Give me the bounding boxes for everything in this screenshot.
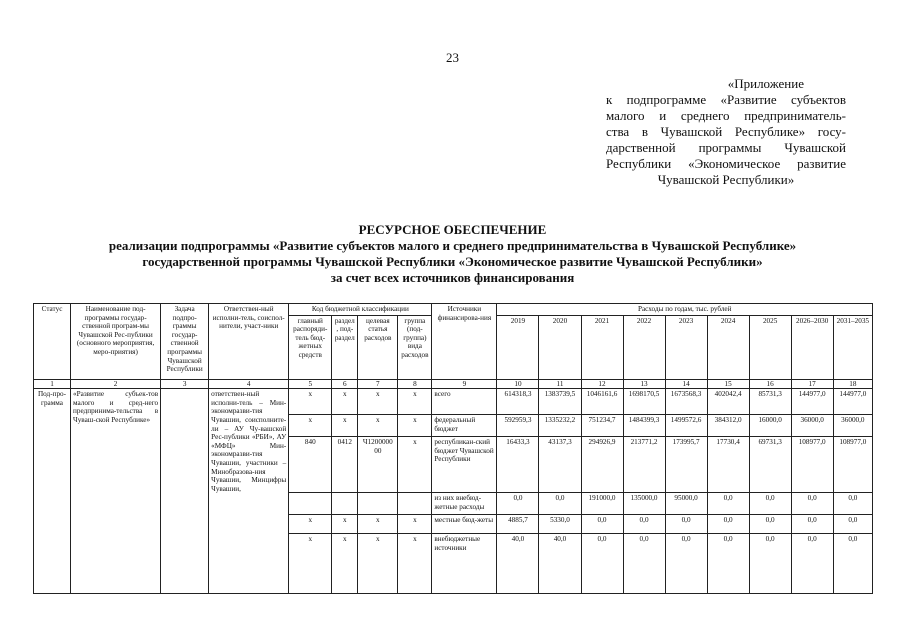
- table-row: [34, 389, 873, 415]
- value-cell: 69731,3: [749, 437, 791, 493]
- header-row: [34, 304, 873, 316]
- value-cell: 85731,3: [749, 389, 791, 415]
- column-numbers-row: [34, 379, 873, 389]
- header-status: Статус: [34, 304, 71, 380]
- budget-code-cell: [289, 493, 332, 515]
- page-number: 23: [446, 50, 459, 65]
- header-year: 2020: [539, 315, 581, 379]
- value-cell: 191000,0: [581, 493, 623, 515]
- header-expense-group: группа (под-группа) вида расходов: [398, 315, 432, 379]
- budget-code-cell: Ч1200000 00: [358, 437, 398, 493]
- value-cell: 1484399,3: [623, 415, 665, 437]
- value-cell: 0,0: [791, 534, 833, 594]
- budget-code-cell: x: [358, 515, 398, 534]
- header-year: 2019: [497, 315, 539, 379]
- value-cell: 0,0: [539, 493, 581, 515]
- budget-code-cell: x: [332, 389, 358, 415]
- budget-code-cell: x: [289, 389, 332, 415]
- header-section: раздел, под-раздел: [332, 315, 358, 379]
- resource-table: [33, 303, 873, 594]
- value-cell: 0,0: [707, 534, 749, 594]
- column-number: 16: [749, 379, 791, 389]
- name-cell: «Развитие субъек-тов малого и сред-него предпринима-тельства в Чуваш-ской Республике»: [71, 389, 161, 594]
- value-cell: 40,0: [539, 534, 581, 594]
- column-number: 15: [707, 379, 749, 389]
- value-cell: 0,0: [665, 534, 707, 594]
- value-cell: 1499572,6: [665, 415, 707, 437]
- column-number: 6: [332, 379, 358, 389]
- budget-code-cell: x: [358, 389, 398, 415]
- value-cell: 294926,9: [581, 437, 623, 493]
- header-name: Наименование под-программы государ-ственной програм-мы Чувашской Рес-публики (основного мероприятия, меро-приятия): [71, 304, 161, 380]
- value-cell: 0,0: [707, 515, 749, 534]
- header-year: 2031–2035: [833, 315, 872, 379]
- column-number: 1: [34, 379, 71, 389]
- value-cell: 751234,7: [581, 415, 623, 437]
- value-cell: 1383739,5: [539, 389, 581, 415]
- value-cell: 5330,0: [539, 515, 581, 534]
- appendix-line: малого и среднего предприниматель-: [606, 108, 846, 123]
- value-cell: 592959,3: [497, 415, 539, 437]
- value-cell: 1673568,3: [665, 389, 707, 415]
- budget-code-cell: [332, 493, 358, 515]
- value-cell: 144977,0: [791, 389, 833, 415]
- header-sources: Источники финансирова-ния: [432, 304, 497, 380]
- column-number: 12: [581, 379, 623, 389]
- budget-code-cell: 840: [289, 437, 332, 493]
- document-heading: [0, 222, 905, 286]
- source-cell: всего: [432, 389, 497, 415]
- appendix-line: ства в Чувашской Республике» госу-: [606, 124, 846, 139]
- budget-code-cell: x: [289, 415, 332, 437]
- value-cell: 0,0: [749, 493, 791, 515]
- heading-subtitle: за счет всех источников финансирования: [330, 270, 575, 285]
- header-target-item: целевая статья расходов: [358, 315, 398, 379]
- value-cell: 108977,0: [791, 437, 833, 493]
- value-cell: 0,0: [707, 493, 749, 515]
- value-cell: 173995,7: [665, 437, 707, 493]
- column-number: 10: [497, 379, 539, 389]
- value-cell: 95000,0: [665, 493, 707, 515]
- column-number: 3: [161, 379, 209, 389]
- appendix-line: «Приложение: [727, 76, 804, 91]
- value-cell: 614318,3: [497, 389, 539, 415]
- source-cell: из них внебюд-жетные расходы: [432, 493, 497, 515]
- value-cell: 1335232,2: [539, 415, 581, 437]
- value-cell: 0,0: [623, 534, 665, 594]
- source-cell: внебюджетные источники: [432, 534, 497, 594]
- budget-code-cell: x: [289, 534, 332, 594]
- budget-code-cell: x: [358, 534, 398, 594]
- budget-code-cell: x: [332, 415, 358, 437]
- value-cell: 16433,3: [497, 437, 539, 493]
- value-cell: 40,0: [497, 534, 539, 594]
- column-number: 13: [623, 379, 665, 389]
- value-cell: 0,0: [833, 493, 872, 515]
- budget-code-cell: x: [398, 415, 432, 437]
- header-year: 2026–2030: [791, 315, 833, 379]
- heading-title: РЕСУРСНОЕ ОБЕСПЕЧЕНИЕ: [358, 222, 547, 237]
- heading-subtitle: государственной программы Чувашской Республики «Экономическое развитие Чувашской Республики»: [142, 254, 763, 269]
- source-cell: федеральный бюджет: [432, 415, 497, 437]
- budget-code-cell: x: [332, 534, 358, 594]
- value-cell: 16000,0: [749, 415, 791, 437]
- value-cell: 0,0: [665, 515, 707, 534]
- value-cell: 0,0: [581, 515, 623, 534]
- column-number: 17: [791, 379, 833, 389]
- appendix-line: Республики «Экономическое развитие: [606, 156, 846, 171]
- header-year: 2025: [749, 315, 791, 379]
- header-expenses: Расходы по годам, тыс. рублей: [497, 304, 873, 316]
- budget-code-cell: x: [398, 515, 432, 534]
- value-cell: 17730,4: [707, 437, 749, 493]
- column-number: 18: [833, 379, 872, 389]
- value-cell: 0,0: [497, 493, 539, 515]
- budget-code-cell: 0412: [332, 437, 358, 493]
- value-cell: 384312,0: [707, 415, 749, 437]
- budget-code-cell: [358, 493, 398, 515]
- column-number: 8: [398, 379, 432, 389]
- value-cell: 36000,0: [791, 415, 833, 437]
- column-number: 5: [289, 379, 332, 389]
- value-cell: 0,0: [833, 515, 872, 534]
- budget-code-cell: [398, 493, 432, 515]
- appendix-line: к подпрограмме «Развитие субъектов: [606, 92, 846, 107]
- value-cell: 4885,7: [497, 515, 539, 534]
- header-year: 2024: [707, 315, 749, 379]
- value-cell: 144977,0: [833, 389, 872, 415]
- column-number: 9: [432, 379, 497, 389]
- value-cell: 1698170,5: [623, 389, 665, 415]
- value-cell: 402042,4: [707, 389, 749, 415]
- value-cell: 108977,0: [833, 437, 872, 493]
- value-cell: 43137,3: [539, 437, 581, 493]
- executor-cell: ответствен-ный исполни-тель – Мин-экономразви-тия Чувашии, соисполните-ли – АУ Чу-вашской Рес-публики «РБИ», АУ «МФЦ» Мин-экономразви-тия Чувашии, участники – Минобразова-ния Чувашии, Минцифры Чувашии,: [209, 389, 289, 594]
- column-number: 7: [358, 379, 398, 389]
- value-cell: 0,0: [623, 515, 665, 534]
- header-year: 2021: [581, 315, 623, 379]
- value-cell: 0,0: [791, 493, 833, 515]
- source-cell: республикан-ский бюджет Чувашской Республики: [432, 437, 497, 493]
- budget-code-cell: x: [398, 534, 432, 594]
- value-cell: 0,0: [581, 534, 623, 594]
- header-year: 2023: [665, 315, 707, 379]
- value-cell: 0,0: [749, 534, 791, 594]
- source-cell: местные бюд-жеты: [432, 515, 497, 534]
- value-cell: 1046161,6: [581, 389, 623, 415]
- appendix-line: дарственной программы Чувашской: [606, 140, 846, 155]
- heading-subtitle: реализации подпрограммы «Развитие субъектов малого и среднего предпринимательства в Чувашской Республике»: [108, 238, 797, 253]
- value-cell: 135000,0: [623, 493, 665, 515]
- column-number: 2: [71, 379, 161, 389]
- header-year: 2022: [623, 315, 665, 379]
- value-cell: 0,0: [833, 534, 872, 594]
- header-main-manager: главный распоряди-тель бюд-жетных средств: [289, 315, 332, 379]
- column-number: 4: [209, 379, 289, 389]
- budget-code-cell: x: [332, 515, 358, 534]
- appendix-line: Чувашской Республики»: [657, 172, 795, 187]
- budget-code-cell: x: [289, 515, 332, 534]
- status-cell: Под-про-грамма: [34, 389, 71, 594]
- value-cell: 213771,2: [623, 437, 665, 493]
- appendix-note: [606, 76, 846, 188]
- value-cell: 36000,0: [833, 415, 872, 437]
- budget-code-cell: x: [358, 415, 398, 437]
- budget-code-cell: x: [398, 437, 432, 493]
- header-executor: Ответствен-ный исполни-тель, соиспол-нители, участ-ники: [209, 304, 289, 380]
- value-cell: 0,0: [749, 515, 791, 534]
- budget-code-cell: x: [398, 389, 432, 415]
- value-cell: 0,0: [791, 515, 833, 534]
- column-number: 11: [539, 379, 581, 389]
- task-cell: [161, 389, 209, 594]
- header-task: Задача подпро-граммы государ-ственной программы Чувашской Республики: [161, 304, 209, 380]
- header-budget-code: Код бюджетной классификации: [289, 304, 432, 316]
- column-number: 14: [665, 379, 707, 389]
